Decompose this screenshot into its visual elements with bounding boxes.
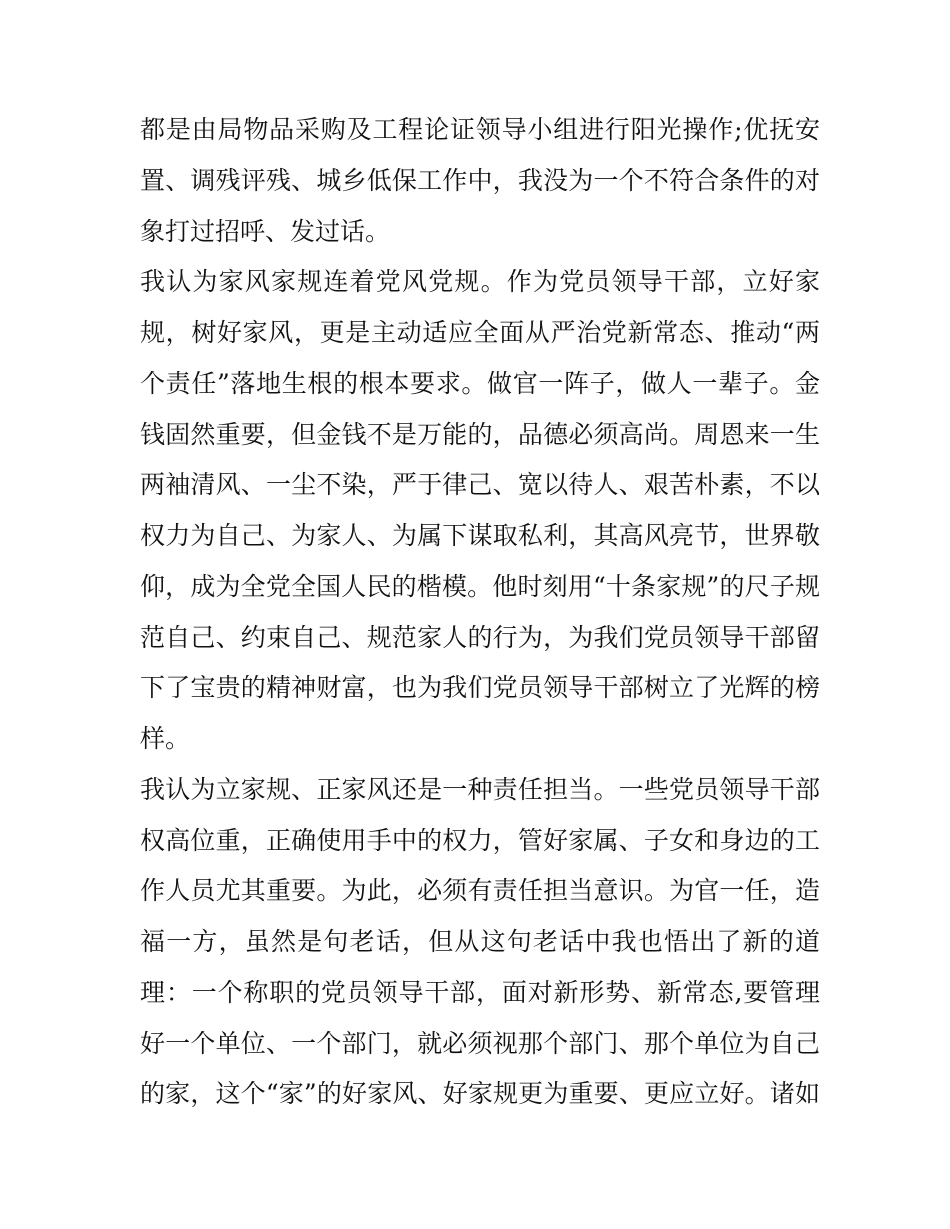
text-line: 都是由局物品采购及工程论证领导小组进行阳光操作;优抚安 [140, 115, 820, 144]
text-line: 作人员尤其重要。为此，必须有责任担当意识。为官一任，造 [140, 876, 820, 905]
text-line: 好一个单位、一个部门，就必须视那个部门、那个单位为自己 [140, 1029, 820, 1058]
text-line: 钱固然重要，但金钱不是万能的，品德必须高尚。周恩来一生 [140, 420, 820, 449]
text-line: 个责任”落地生根的根本要求。做官一阵子，做人一辈子。金 [140, 369, 820, 398]
text-line: 的家，这个“家”的好家风、好家规更为重要、更应立好。诸如 [140, 1079, 820, 1108]
text-line: 置、调残评残、城乡低保工作中，我没为一个不符合条件的对 [140, 166, 820, 195]
text-line: 样。 [140, 724, 191, 753]
text-line: 规，树好家风，更是主动适应全面从严治党新常态、推动“两 [140, 318, 820, 347]
text-line: 权高位重，正确使用手中的权力，管好家属、子女和身边的工 [140, 826, 820, 855]
text-line: 两袖清风、一尘不染，严于律己、宽以待人、艰苦朴素，不以 [140, 470, 820, 499]
text-line: 我认为家风家规连着党风党规。作为党员领导干部，立好家 [140, 267, 820, 296]
text-line: 象打过招呼、发过话。 [140, 217, 391, 246]
text-line: 福一方，虽然是句老话，但从这句老话中我也悟出了新的道 [140, 927, 820, 956]
text-line: 范自己、约束自己、规范家人的行为，为我们党员领导干部留 [140, 623, 820, 652]
text-line: 权力为自己、为家人、为属下谋取私利，其高风亮节，世界敬 [140, 521, 820, 550]
text-line: 下了宝贵的精神财富，也为我们党员领导干部树立了光辉的榜 [140, 673, 820, 702]
text-line: 理：一个称职的党员领导干部，面对新形势、新常态,要管理 [140, 978, 820, 1007]
text-line: 仰，成为全党全国人民的楷模。他时刻用“十条家规”的尺子规 [140, 572, 820, 601]
text-line: 我认为立家规、正家风还是一种责任担当。一些党员领导干部 [140, 775, 820, 804]
